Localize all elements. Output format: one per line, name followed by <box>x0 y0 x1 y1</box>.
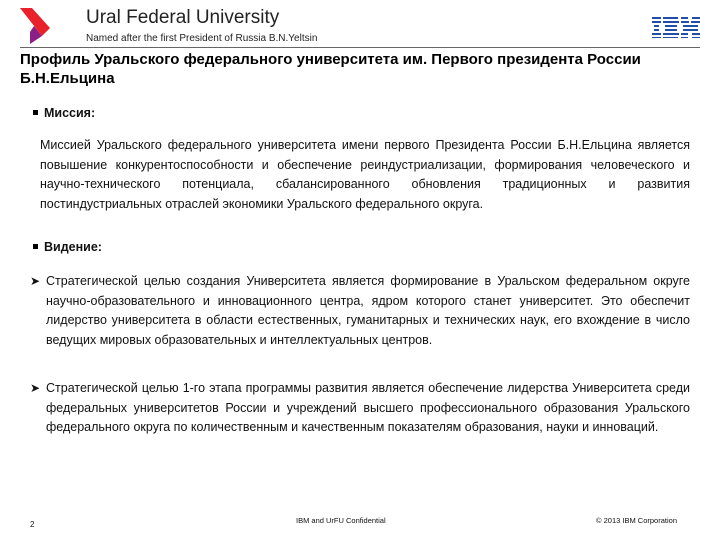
mission-heading-label: Миссия: <box>44 106 96 120</box>
square-bullet-icon <box>33 244 38 249</box>
page-number: 2 <box>30 520 35 529</box>
confidential-notice: IBM and UrFU Confidential <box>296 516 386 525</box>
ibm-logo-icon <box>652 16 700 38</box>
vision-heading-label: Видение: <box>44 240 102 254</box>
mission-heading <box>33 106 95 120</box>
urfu-logo-icon <box>20 6 50 44</box>
slide-title: Профиль Уральского федерального университета им. Первого президента России Б.Н.Ельцина <box>20 51 641 87</box>
university-subtitle: Named after the first President of Russia B.N.Yeltsin <box>86 33 318 44</box>
arrow-bullet-icon: ➤ <box>30 274 41 288</box>
slide-header <box>0 0 720 48</box>
university-name: Ural Federal University <box>86 7 280 28</box>
vision-item: Стратегической целью 1-го этапа программы развития является обеспечение лидерства Университета среди федеральных университетов России и учреждений высшего профессионального образования Уральского федерального округа по количественным и качественным показателям образования, науки и инноваций. <box>46 381 690 434</box>
copyright-notice: © 2013 IBM Corporation <box>596 516 677 525</box>
mission-text: Миссией Уральского федерального университета имени первого Президента России Б.Н.Ельцина является повышение конкурентоспособности и обеспечение реиндустриализации, формирования человеческого и научно-технического потенциала, сбалансированного обновления традиционных и развития постиндустриальных отраслей экономики Уральского федерального округа. <box>40 138 690 211</box>
vision-item: Стратегической целью создания Университета является формирование в Уральском федеральном округе научно-образовательного и инновационного центра, ядром которого станет университет. Это обеспечит лидерство университета в области естественных, гуманитарных и технических наук, его вхождение в число ведущих мировых образовательных и интеллектуальных центров. <box>46 274 690 347</box>
square-bullet-icon <box>33 110 38 115</box>
arrow-bullet-icon: ➤ <box>30 381 41 395</box>
header-divider <box>20 47 700 48</box>
vision-heading <box>33 240 102 254</box>
